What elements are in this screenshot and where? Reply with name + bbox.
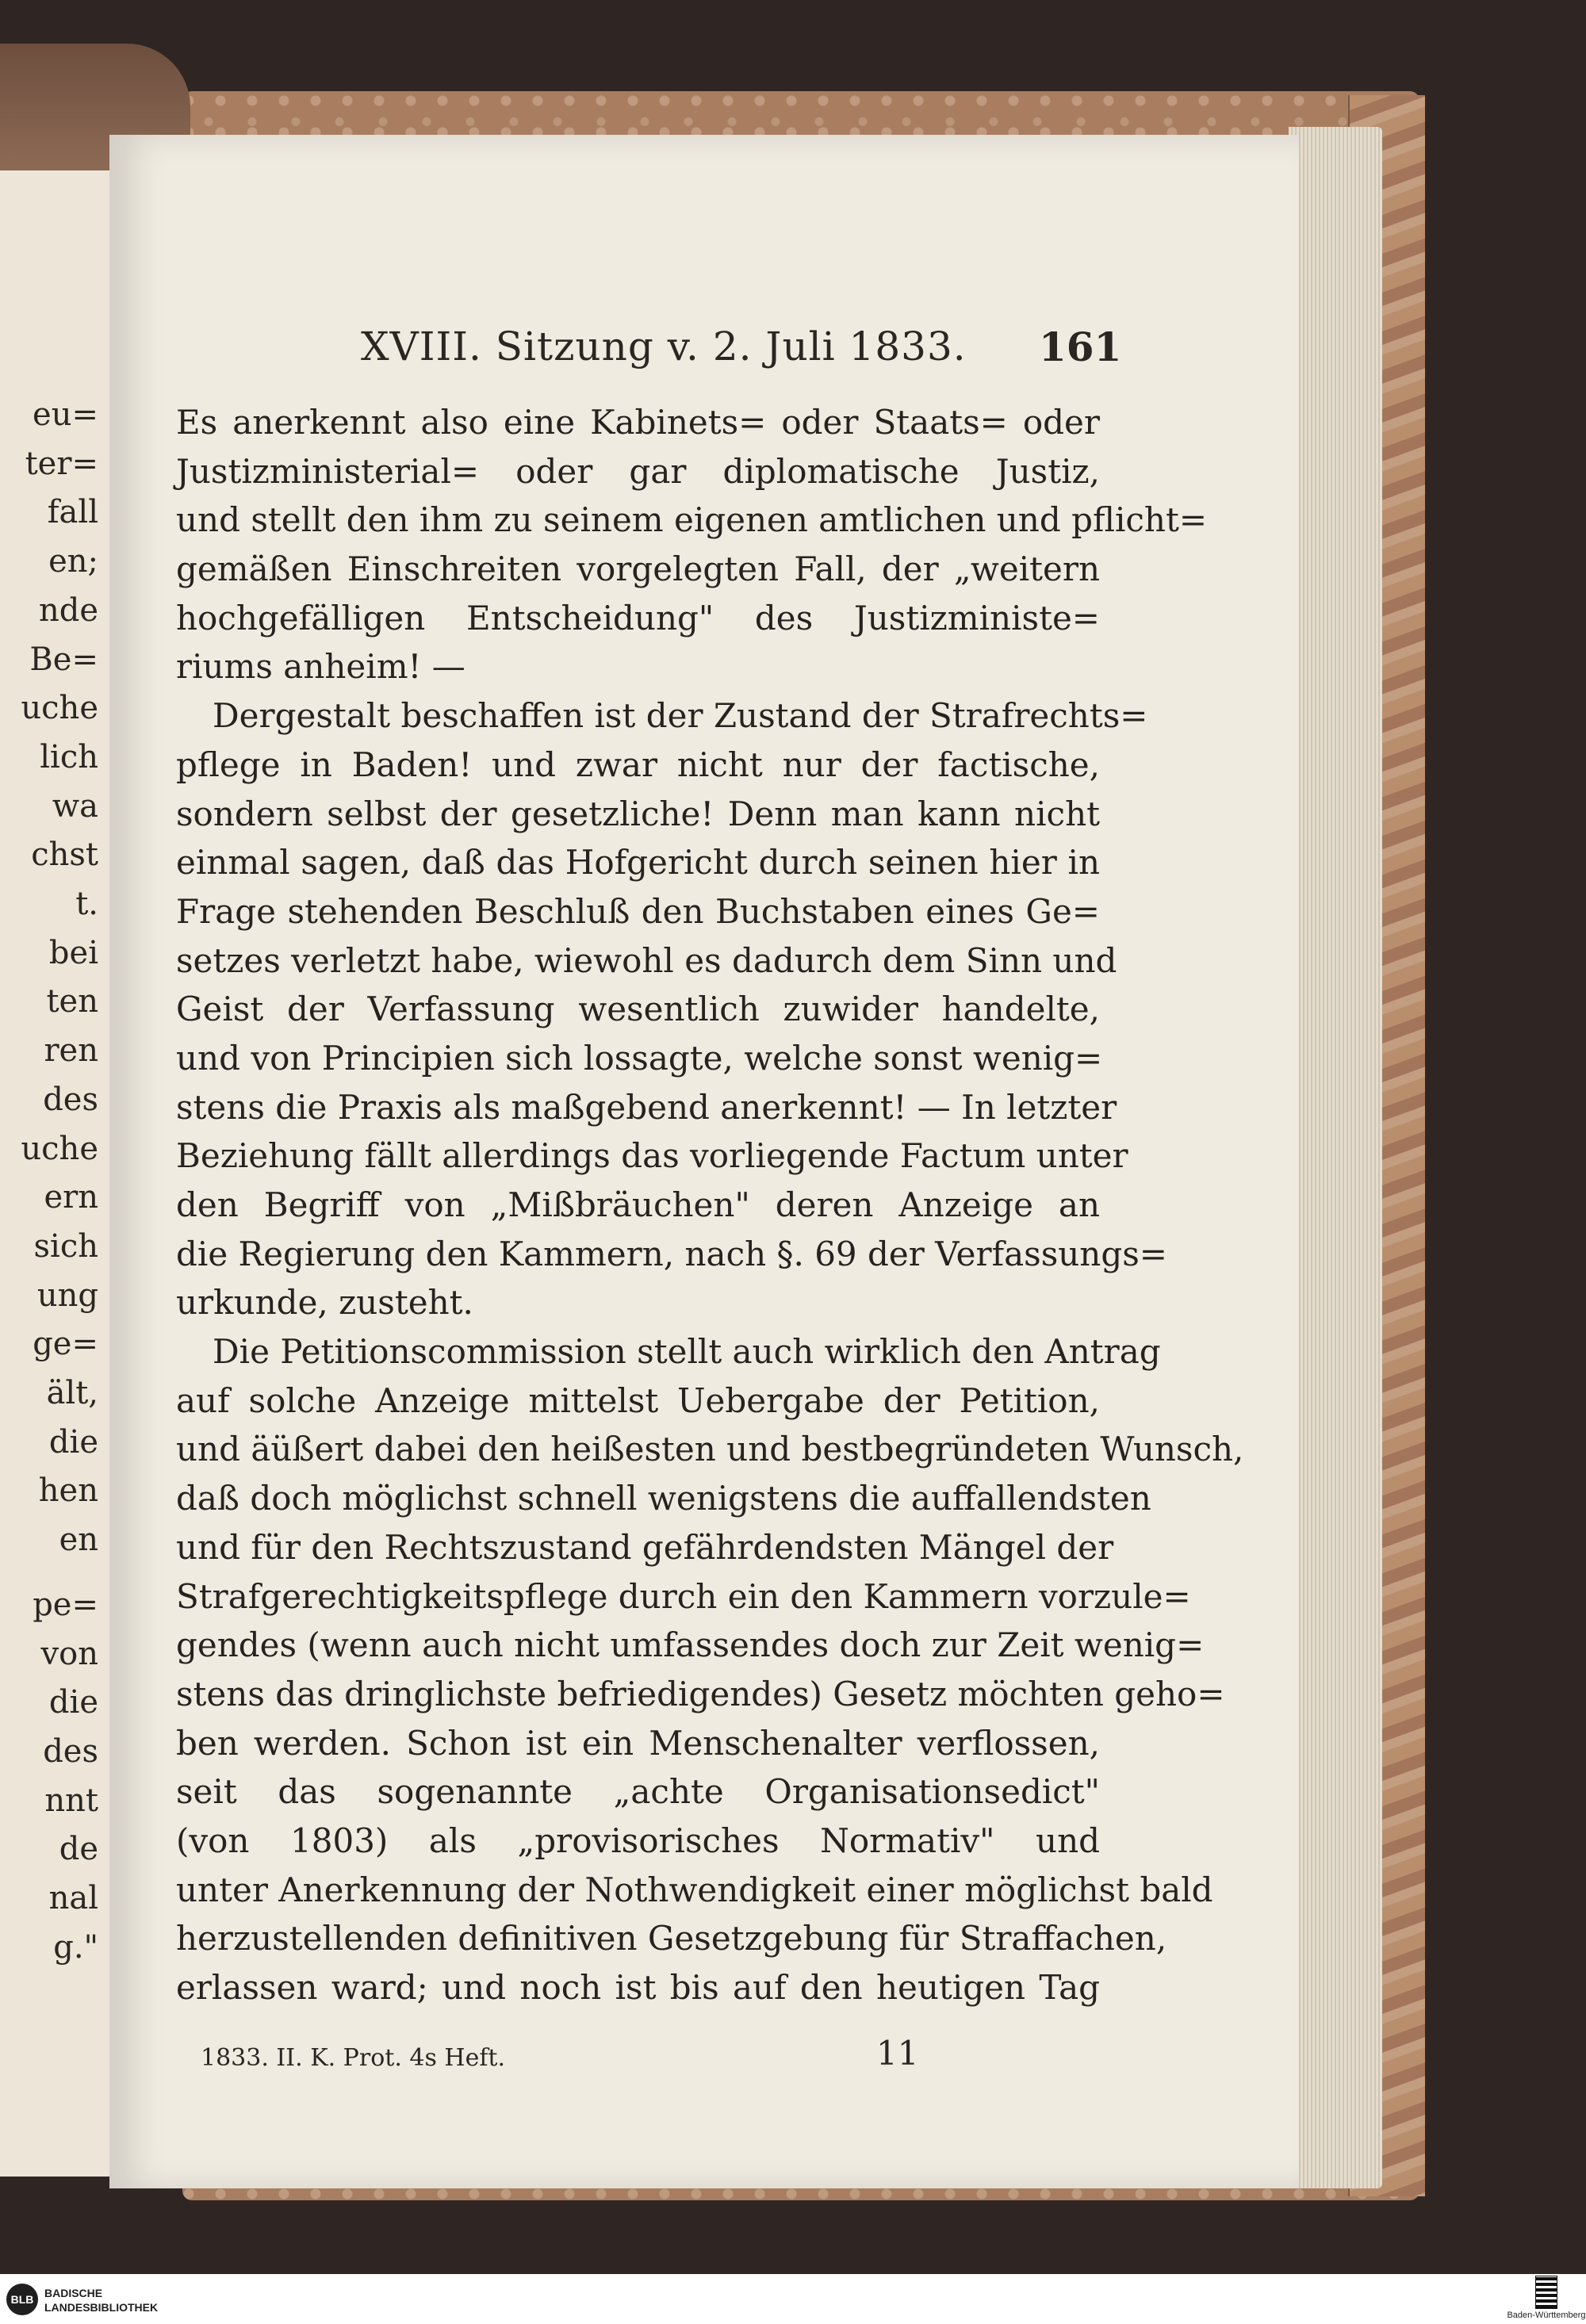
text-line: riums anheim! — — [176, 647, 465, 687]
left-page-fragment: nnt — [44, 1782, 98, 1819]
blb-logo: BLB — [6, 2284, 38, 2315]
text-line: die Regierung den Kammern, nach §. 69 der Verfassungs= — [176, 1234, 1167, 1273]
text-line: herzustellenden definitiven Gesetzgebung für Straffachen, — [176, 1919, 1167, 1958]
left-page-fragment: en — [59, 1522, 98, 1559]
text-line: sondern selbst der gesetzliche! Denn man kann nicht — [176, 794, 1100, 833]
text-line: hochgefälligen Entscheidung" des Justizministe= — [176, 598, 1100, 637]
left-page-fragment: ält, — [46, 1375, 98, 1411]
baden-wuerttemberg-mark — [1507, 2274, 1586, 2324]
text-line: Es anerkennt also eine Kabinets= oder Staats= oder — [176, 403, 1100, 442]
text-line: ben werden. Schon ist ein Menschenalter verflossen, — [176, 1723, 1100, 1763]
left-page-fragment: ten — [46, 983, 98, 1020]
text-line: einmal sagen, daß das Hofgericht durch seinen hier in — [176, 843, 1100, 883]
text-line: und von Principien sich lossagte, welche sonst wenig= — [176, 1038, 1103, 1078]
left-page-fragment: die — [48, 1684, 98, 1721]
left-page-fragment: fall — [47, 494, 98, 531]
left-page-fragment: hen — [38, 1472, 98, 1510]
left-page-fragment: g." — [53, 1928, 98, 1966]
text-line: Dergestalt beschaffen ist der Zustand der Strafrechts= — [213, 696, 1148, 736]
left-page-fragment: ung — [36, 1277, 98, 1314]
text-line: Die Petitionscommission stellt auch wirklich den Antrag — [213, 1332, 1161, 1372]
text-line: stens die Praxis als maßgebend anerkennt! — In letzter — [176, 1087, 1117, 1127]
left-page-fragment: de — [59, 1831, 98, 1868]
left-page-fragment: des — [43, 1732, 98, 1770]
left-page-fragment: die — [48, 1423, 98, 1461]
text-line: pflege in Baden! und zwar nicht nur der factische, — [176, 745, 1100, 784]
text-line: urkunde, zusteht. — [176, 1283, 473, 1323]
left-page-fragment: en; — [48, 543, 98, 580]
text-line: den Begriff von „Mißbräuchen" deren Anzeige an — [176, 1185, 1100, 1224]
text-line: (von 1803) als „provisorisches Normativ" und — [176, 1821, 1100, 1860]
left-page-fragment: pe= — [33, 1586, 98, 1623]
left-page-fragment: Be= — [29, 641, 98, 678]
text-line: und für den Rechtszustand gefährdendsten Mängel der — [176, 1527, 1114, 1567]
signature-number: 11 — [876, 2034, 919, 2073]
library-name: BADISCHE LANDESBIBLIOTHEK — [44, 2287, 159, 2314]
text-line: unter Anerkennung der Nothwendigkeit einer möglichst bald — [176, 1870, 1213, 1909]
text-line: stens das dringlichste befriedigendes) Gesetz möchten geho= — [176, 1674, 1225, 1713]
left-page-fragment: nde — [38, 592, 98, 629]
left-page-fragment: lich — [40, 738, 98, 775]
text-line: Justizministerial= oder gar diplomatische Justiz, — [176, 451, 1100, 491]
text-line: gemäßen Einschreiten vorgelegten Fall, der „weitern — [176, 549, 1100, 589]
left-page-fragment: chst — [31, 837, 98, 874]
text-line: daß doch möglichst schnell wenigstens die auffallendsten — [176, 1479, 1151, 1518]
left-page-fragment: wa — [52, 787, 98, 825]
text-line: Geist der Verfassung wesentlich zuwider handelte, — [176, 990, 1100, 1029]
printer-signature: 1833. II. K. Prot. 4s Heft. — [201, 2044, 506, 2072]
text-line: gendes (wenn auch nicht umfassendes doch zur Zeit wenig= — [176, 1625, 1205, 1665]
left-page-fragment: ren — [44, 1032, 98, 1070]
text-line: Beziehung fällt allerdings das vorliegende Factum unter — [176, 1136, 1128, 1176]
text-line: Frage stehenden Beschluß den Buchstaben eines Ge= — [176, 891, 1100, 931]
text-line: und stellt den ihm zu seinem eigenen amtlichen und pflicht= — [176, 500, 1208, 540]
left-page-fragment: ter= — [25, 445, 98, 482]
left-page-fragment: ge= — [33, 1326, 98, 1363]
text-line: seit das sogenannte „achte Organisationsedict" — [176, 1772, 1100, 1812]
left-page-fragment: nal — [48, 1880, 98, 1916]
watermark-bar — [0, 2274, 1586, 2324]
running-head: XVIII. Sitzung v. 2. Juli 1833. — [361, 324, 967, 369]
left-page-fragment: bei — [48, 934, 98, 971]
text-line: Strafgerechtigkeitspflege durch ein den Kammern vorzule= — [176, 1576, 1191, 1616]
left-page-fragment: von — [40, 1635, 98, 1672]
left-page-fragment: uche — [21, 1130, 98, 1167]
page-number: 161 — [1039, 324, 1122, 370]
left-page-fragment: sich — [33, 1227, 98, 1265]
page-stack-edge — [1289, 127, 1382, 2188]
text-line: setzes verletzt habe, wiewohl es dadurch dem Sinn und — [176, 940, 1117, 980]
left-page-fragment: t. — [75, 886, 98, 922]
left-page-fragment: des — [43, 1081, 98, 1118]
body-text — [176, 398, 1244, 2012]
state-label: Baden-Württemberg — [1507, 2311, 1586, 2320]
left-page-fragment: uche — [21, 690, 98, 727]
state-emblem-icon — [1535, 2276, 1557, 2309]
left-page-fragment: ern — [44, 1179, 98, 1216]
text-line: auf solche Anzeige mittelst Uebergabe der Petition, — [176, 1380, 1100, 1420]
left-page-fragment: eu= — [33, 396, 98, 433]
text-line: erlassen ward; und noch ist bis auf den heutigen Tag — [176, 1968, 1100, 2007]
text-line: und äüßert dabei den heißesten und bestbegründeten Wunsch, — [176, 1430, 1244, 1469]
